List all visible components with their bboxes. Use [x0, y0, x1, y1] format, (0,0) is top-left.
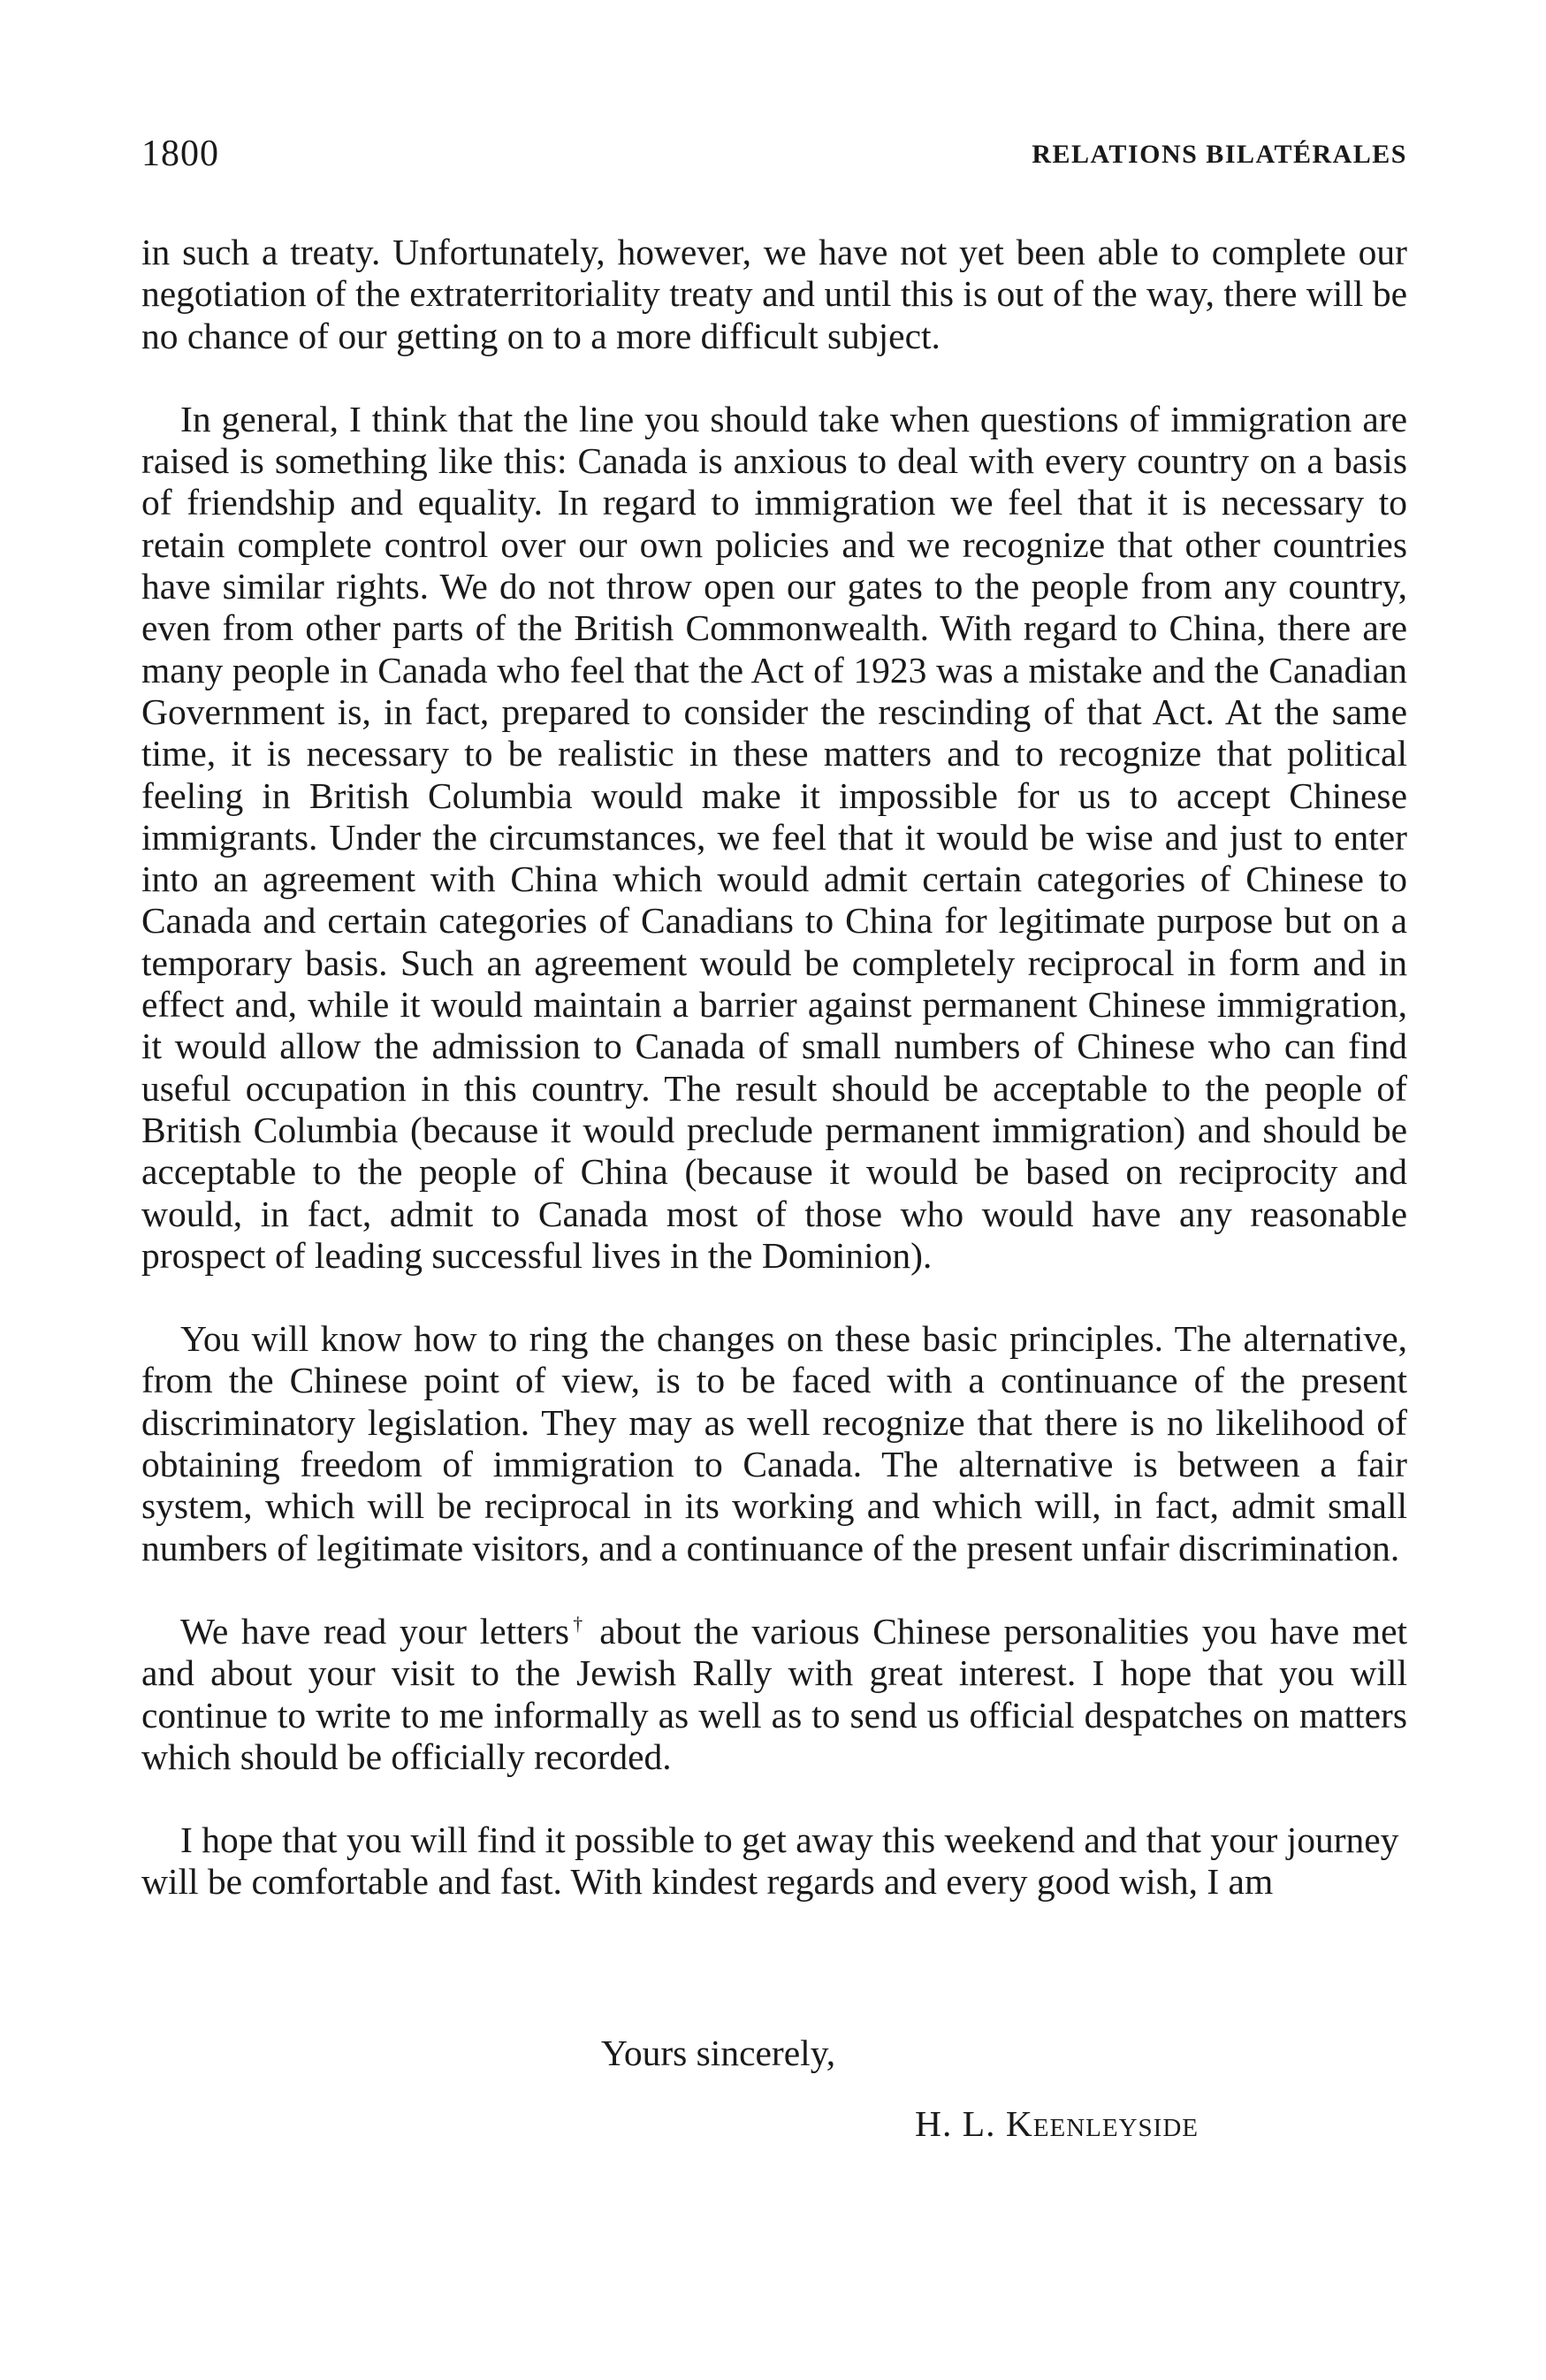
- page-number: 1800: [141, 133, 219, 174]
- letters-text-start: We have read your letters: [180, 1610, 570, 1652]
- letter-body: [141, 232, 1407, 1903]
- paragraph-continuation: in such a treaty. Unfortunately, however, we have not yet been able to complete our negotiation of the extraterritoriality treaty and until this is out of the way, there will be no chance of our getting on to a more difficult subject.: [141, 232, 1407, 356]
- signature: H. L. Keenleyside: [915, 2103, 1199, 2144]
- paragraph-alternatives: You will know how to ring the changes on these basic principles. The alternative, from the Chinese point of view, is to be faced with a continuance of the present discriminatory legislation. They may as well recognize that there is no likelihood of obtaining freedom of immigration to Canada. The alternative is between a fair system, which will be reciprocal in its working and which will, in fact, admit small numbers of legitimate visitors, and a continuance of the present unfair discrimination.: [141, 1318, 1407, 1568]
- paragraph-closing: I hope that you will find it possible to get away this weekend and that your journey will be comfortable and fast. With kindest regards and every good wish, I am: [141, 1819, 1399, 1903]
- paragraph-letters: [141, 1611, 1407, 1778]
- valediction: Yours sincerely,: [601, 2033, 836, 2073]
- page-header: [141, 133, 1407, 177]
- letters-text-end: about the various Chinese personalities you have met and about your visit to the Jewish Rally with great interest. I hope that you will continue to write to me informally as well as to send us official despatches on matters which should be officially recorded.: [141, 1610, 1408, 1777]
- running-head: RELATIONS BILATÉRALES: [1032, 140, 1407, 169]
- paragraph-immigration-policy: In general, I think that the line you should take when questions of immigration are raised is something like this: Canada is anxious to deal with every country on a basis of friendship and equality. In regard to immigration we feel that it is necessary to retain complete control over our own policies and we recognize that other countries have similar rights. We do not throw open our gates to the people from any country, even from other parts of the British Commonwealth. With regard to China, there are many people in Canada who feel that the Act of 1923 was a mistake and the Canadian Government is, in fact, prepared to consider the rescinding of that Act. At the same time, it is necessary to be realistic in these matters and to recognize that political feeling in British Columbia would make it impossible for us to accept Chinese immigrants. Under the circumstances, we feel that it would be wise and just to enter into an agreement with China which would admit certain categories of Chinese to Canada and certain categories of Canadians to China for legitimate purpose but on a temporary basis. Such an agreement would be completely reciprocal in form and in effect and, while it would maintain a barrier against permanent Chinese immigration, it would allow the admission to Canada of small numbers of Chinese who can find useful occupation in this country. The result should be acceptable to the people of British Columbia (because it would preclude permanent immigration) and should be acceptable to the people of China (because it would be based on reciprocity and would, in fact, admit to Canada most of those who would have any reasonable prospect of leading successful lives in the Dominion).: [141, 398, 1407, 1276]
- footnote-mark: †: [569, 1613, 587, 1636]
